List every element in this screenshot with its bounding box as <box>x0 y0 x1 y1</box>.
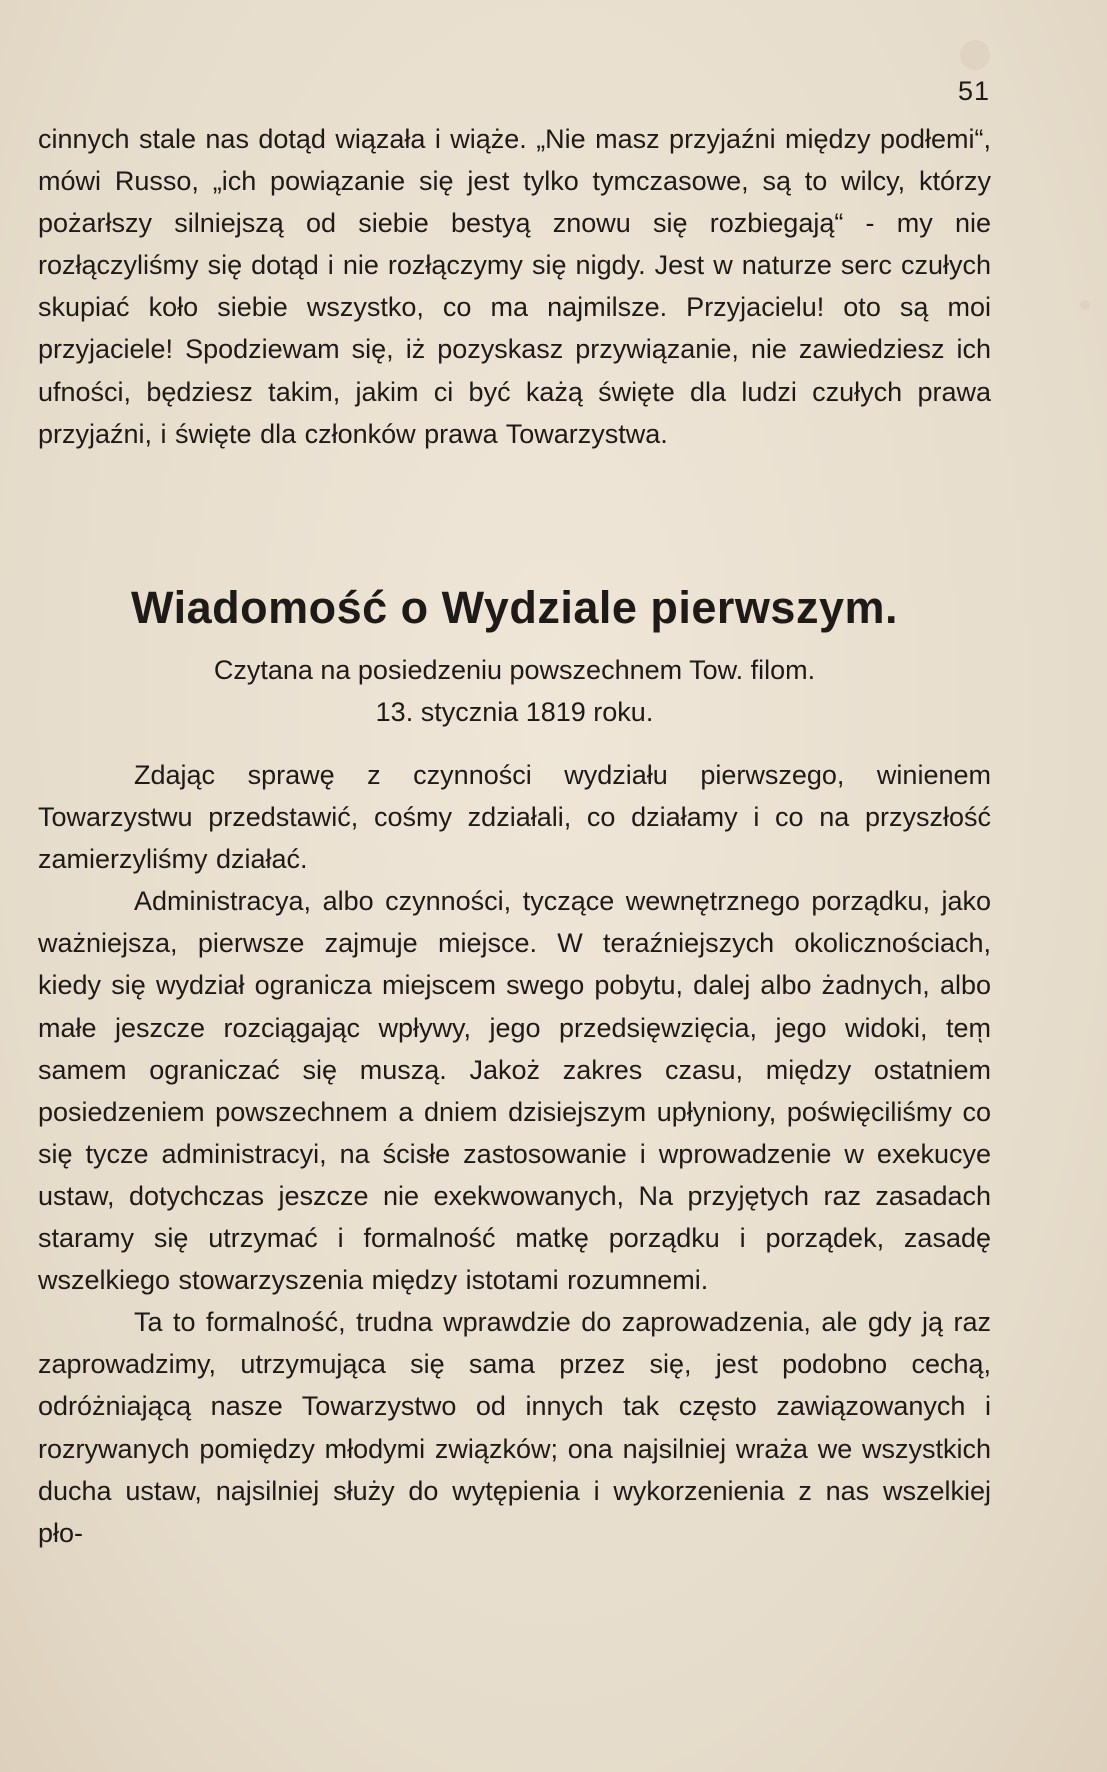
paragraph: Zdając sprawę z czynności wydziału pierwszego, winienem Towarzystwu przedstawić, cośmy zdziałali, co działamy i co na przyszłość zamierzyliśmy działać. <box>38 760 991 875</box>
section-title: Wiadomość o Wydziale pierwszym. <box>131 582 898 633</box>
section-subtitle-line2: 13. stycznia 1819 roku. <box>375 697 654 727</box>
paragraph: Administracya, albo czynności, tyczące wewnętrznego porządku, jako ważniejsza, pierwsze zajmuje miejsce. W teraźniejszych okolicznościach, kiedy się wydział ogranicza miejscem swego pobytu, dalej albo żadnych, albo małe jeszcze rozciągając wpływy, jego przedsięwzięcia, jego widoki, temͅ samem ograniczać się muszą. Jakoż zakres czasu, między ostatniem posiedzeniem powszechnem a dniem dzisiejszym upłyniony, poświęciliśmy co się tycze administracyi, na ścisłe zastosowanie i wprowadzenie w exekucye ustaw, dotychczas jeszcze nie exekwowanych, Na przyjętych raz zasadach staramy się utrzymać i formalność matkę porządku i porządek, zasadę wszelkiego stowarzyszenia między istotami rozumnemi. <box>38 886 991 1296</box>
section-subtitle-line1: Czytana na posiedzeniu powszechnem Tow. filom. <box>213 655 816 685</box>
paragraph: Ta to formalność, trudna wprawdzie do zaprowadzenia, ale gdy ją raz zaprowadzimy, utrzymująca się sama przez się, jest podobno cechą, odróżniającą nasze Towarzystwo od innych tak często zawiązowanych i rozrywanych pomiędzy młodymi związków; ona najsilniej wraża we wszystkich ducha ustaw, najsilniej służy do wytępienia i wykorzenienia z nas wszelkiej pło- <box>38 1307 991 1548</box>
intro-text: cinnych stale nas dotąd wiązała i wiąże. „Nie masz przyjaźni między podłemi“, mówi Russo, „ich powiązanie się jest tylko tymczasowe, są to wilcy, którzy pożarłszy silniejszą od siebie bestyą znowu się rozbiegają“ - my nie rozłączyliśmy się dotąd i nie rozłączymy się nigdy. Jest w naturze serc czułych skupiać koło siebie wszystko, co ma najmilsze. Przyjacielu! oto są moi przyjaciele! Spodziewam się, iż pozyskasz przywiązanie, nie zawiedziesz ich ufności, będziesz takim, jakim ci być każą święte dla ludzi czułych prawa przyjaźni, i święte dla członków prawa Towarzystwa. <box>38 124 991 449</box>
section-body <box>38 754 991 1554</box>
intro-paragraph <box>38 118 991 455</box>
paper-stain <box>1080 300 1090 310</box>
paper-stain <box>960 40 990 70</box>
page-number: 51 <box>957 76 990 106</box>
